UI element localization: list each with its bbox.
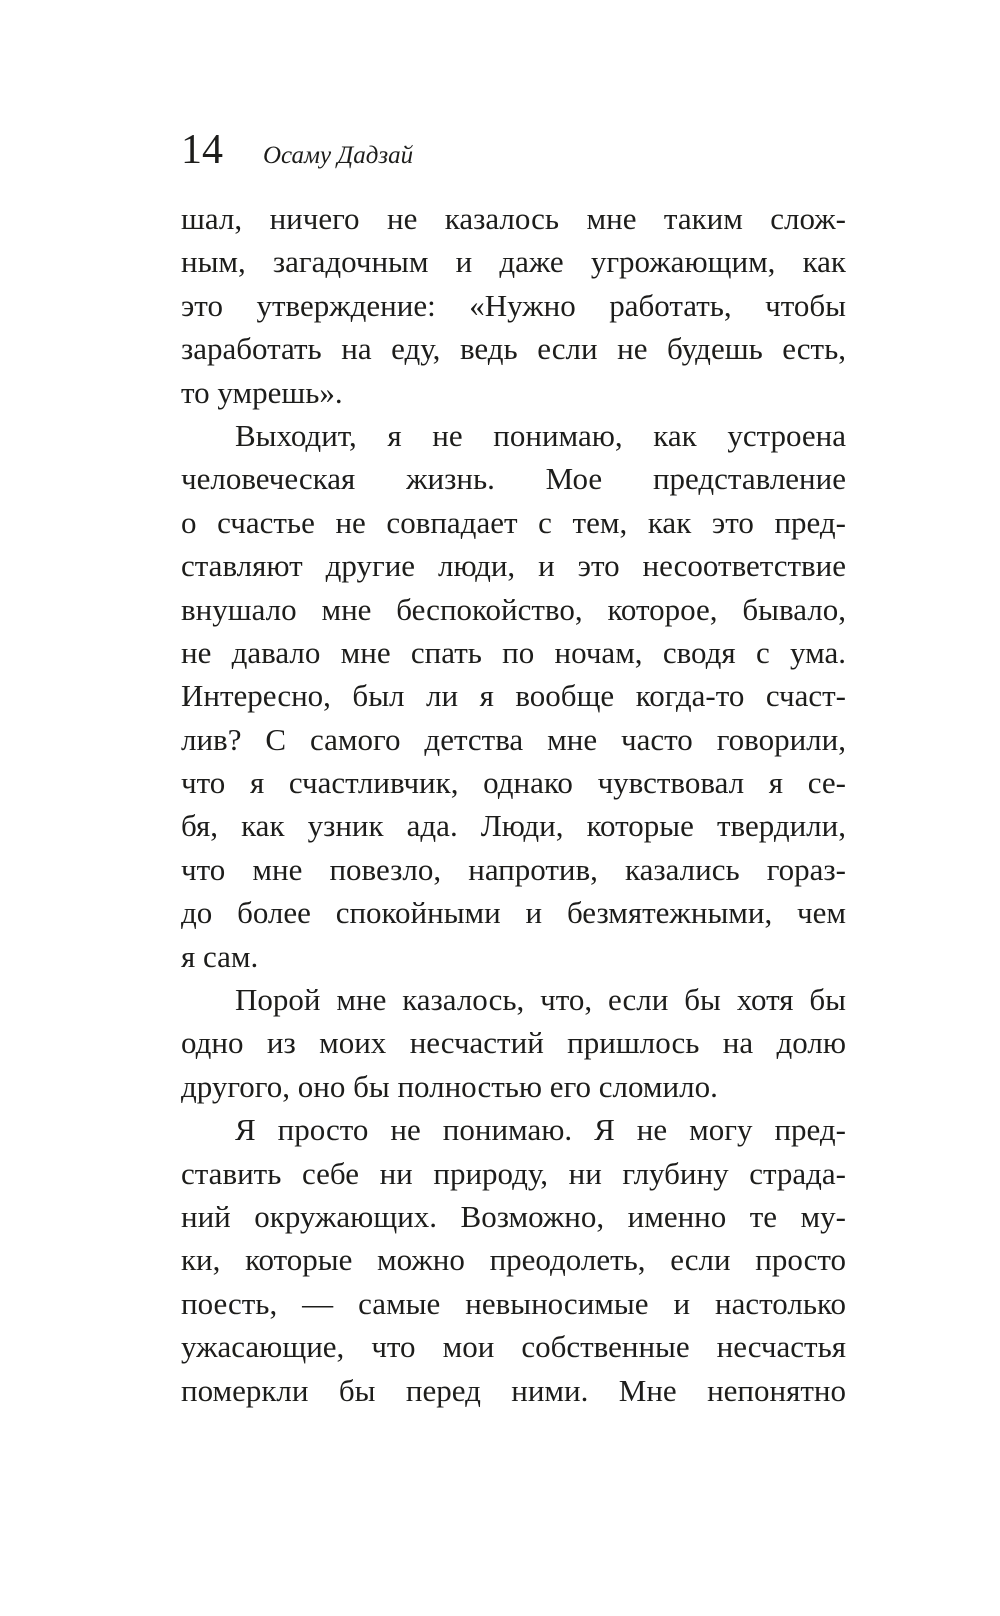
text-line: Выходит, я не понимаю, как устроена — [235, 417, 846, 453]
text-body — [181, 197, 846, 1412]
page-header — [181, 120, 413, 180]
text-line: Интересно, был ли я вообще когда-то счаст- — [181, 678, 846, 714]
text-line: поесть, — самые невыносимые и настолько — [181, 1285, 846, 1321]
text-line: что я счастливчик, однако чувствовал я се- — [181, 765, 846, 801]
text-line: другого, оно бы полностью его сломило. — [181, 1068, 718, 1104]
text-line: ки, которые можно преодолеть, если просто — [181, 1242, 846, 1278]
text-line: о счастье не совпадает с тем, как это пред- — [181, 504, 846, 540]
text-line: внушало мне беспокойство, которое, бывало, — [181, 591, 846, 627]
text-line: я сам. — [181, 938, 259, 974]
text-line: то умрешь». — [181, 374, 343, 410]
text-line: померкли бы перед ними. Мне непонятно — [181, 1372, 846, 1408]
text-line: ний окружающих. Возможно, именно те му- — [181, 1198, 846, 1234]
text-line: ставляют другие люди, и это несоответствие — [181, 548, 846, 584]
text-line: до более спокойными и безмятежными, чем — [181, 895, 846, 931]
text-line: бя, как узник ада. Люди, которые твердили, — [181, 808, 846, 844]
text-line: человеческая жизнь. Мое представление — [181, 461, 846, 497]
text-line: не давало мне спать по ночам, сводя с ума. — [181, 634, 846, 670]
text-line: Порой мне казалось, что, если бы хотя бы — [235, 982, 846, 1018]
text-line: что мне повезло, напротив, казались гораз- — [181, 851, 846, 887]
text-line: Я просто не понимаю. Я не могу пред- — [235, 1112, 846, 1148]
text-line: это утверждение: «Нужно работать, чтобы — [181, 287, 846, 323]
text-line: ным, загадочным и даже угрожающим, как — [181, 244, 846, 280]
page-number: 14 — [181, 127, 223, 173]
running-title: Осаму Дадзай — [263, 142, 414, 169]
text-line: ужасающие, что мои собственные несчастья — [181, 1329, 846, 1365]
text-line: лив? С самого детства мне часто говорили, — [181, 721, 846, 757]
text-line: заработать на еду, ведь если не будешь есть, — [181, 331, 846, 367]
text-line: шал, ничего не казалось мне таким слож- — [181, 201, 846, 236]
text-line: одно из моих несчастий пришлось на долю — [181, 1025, 846, 1061]
text-line: ставить себе ни природу, ни глубину страда- — [181, 1155, 846, 1191]
